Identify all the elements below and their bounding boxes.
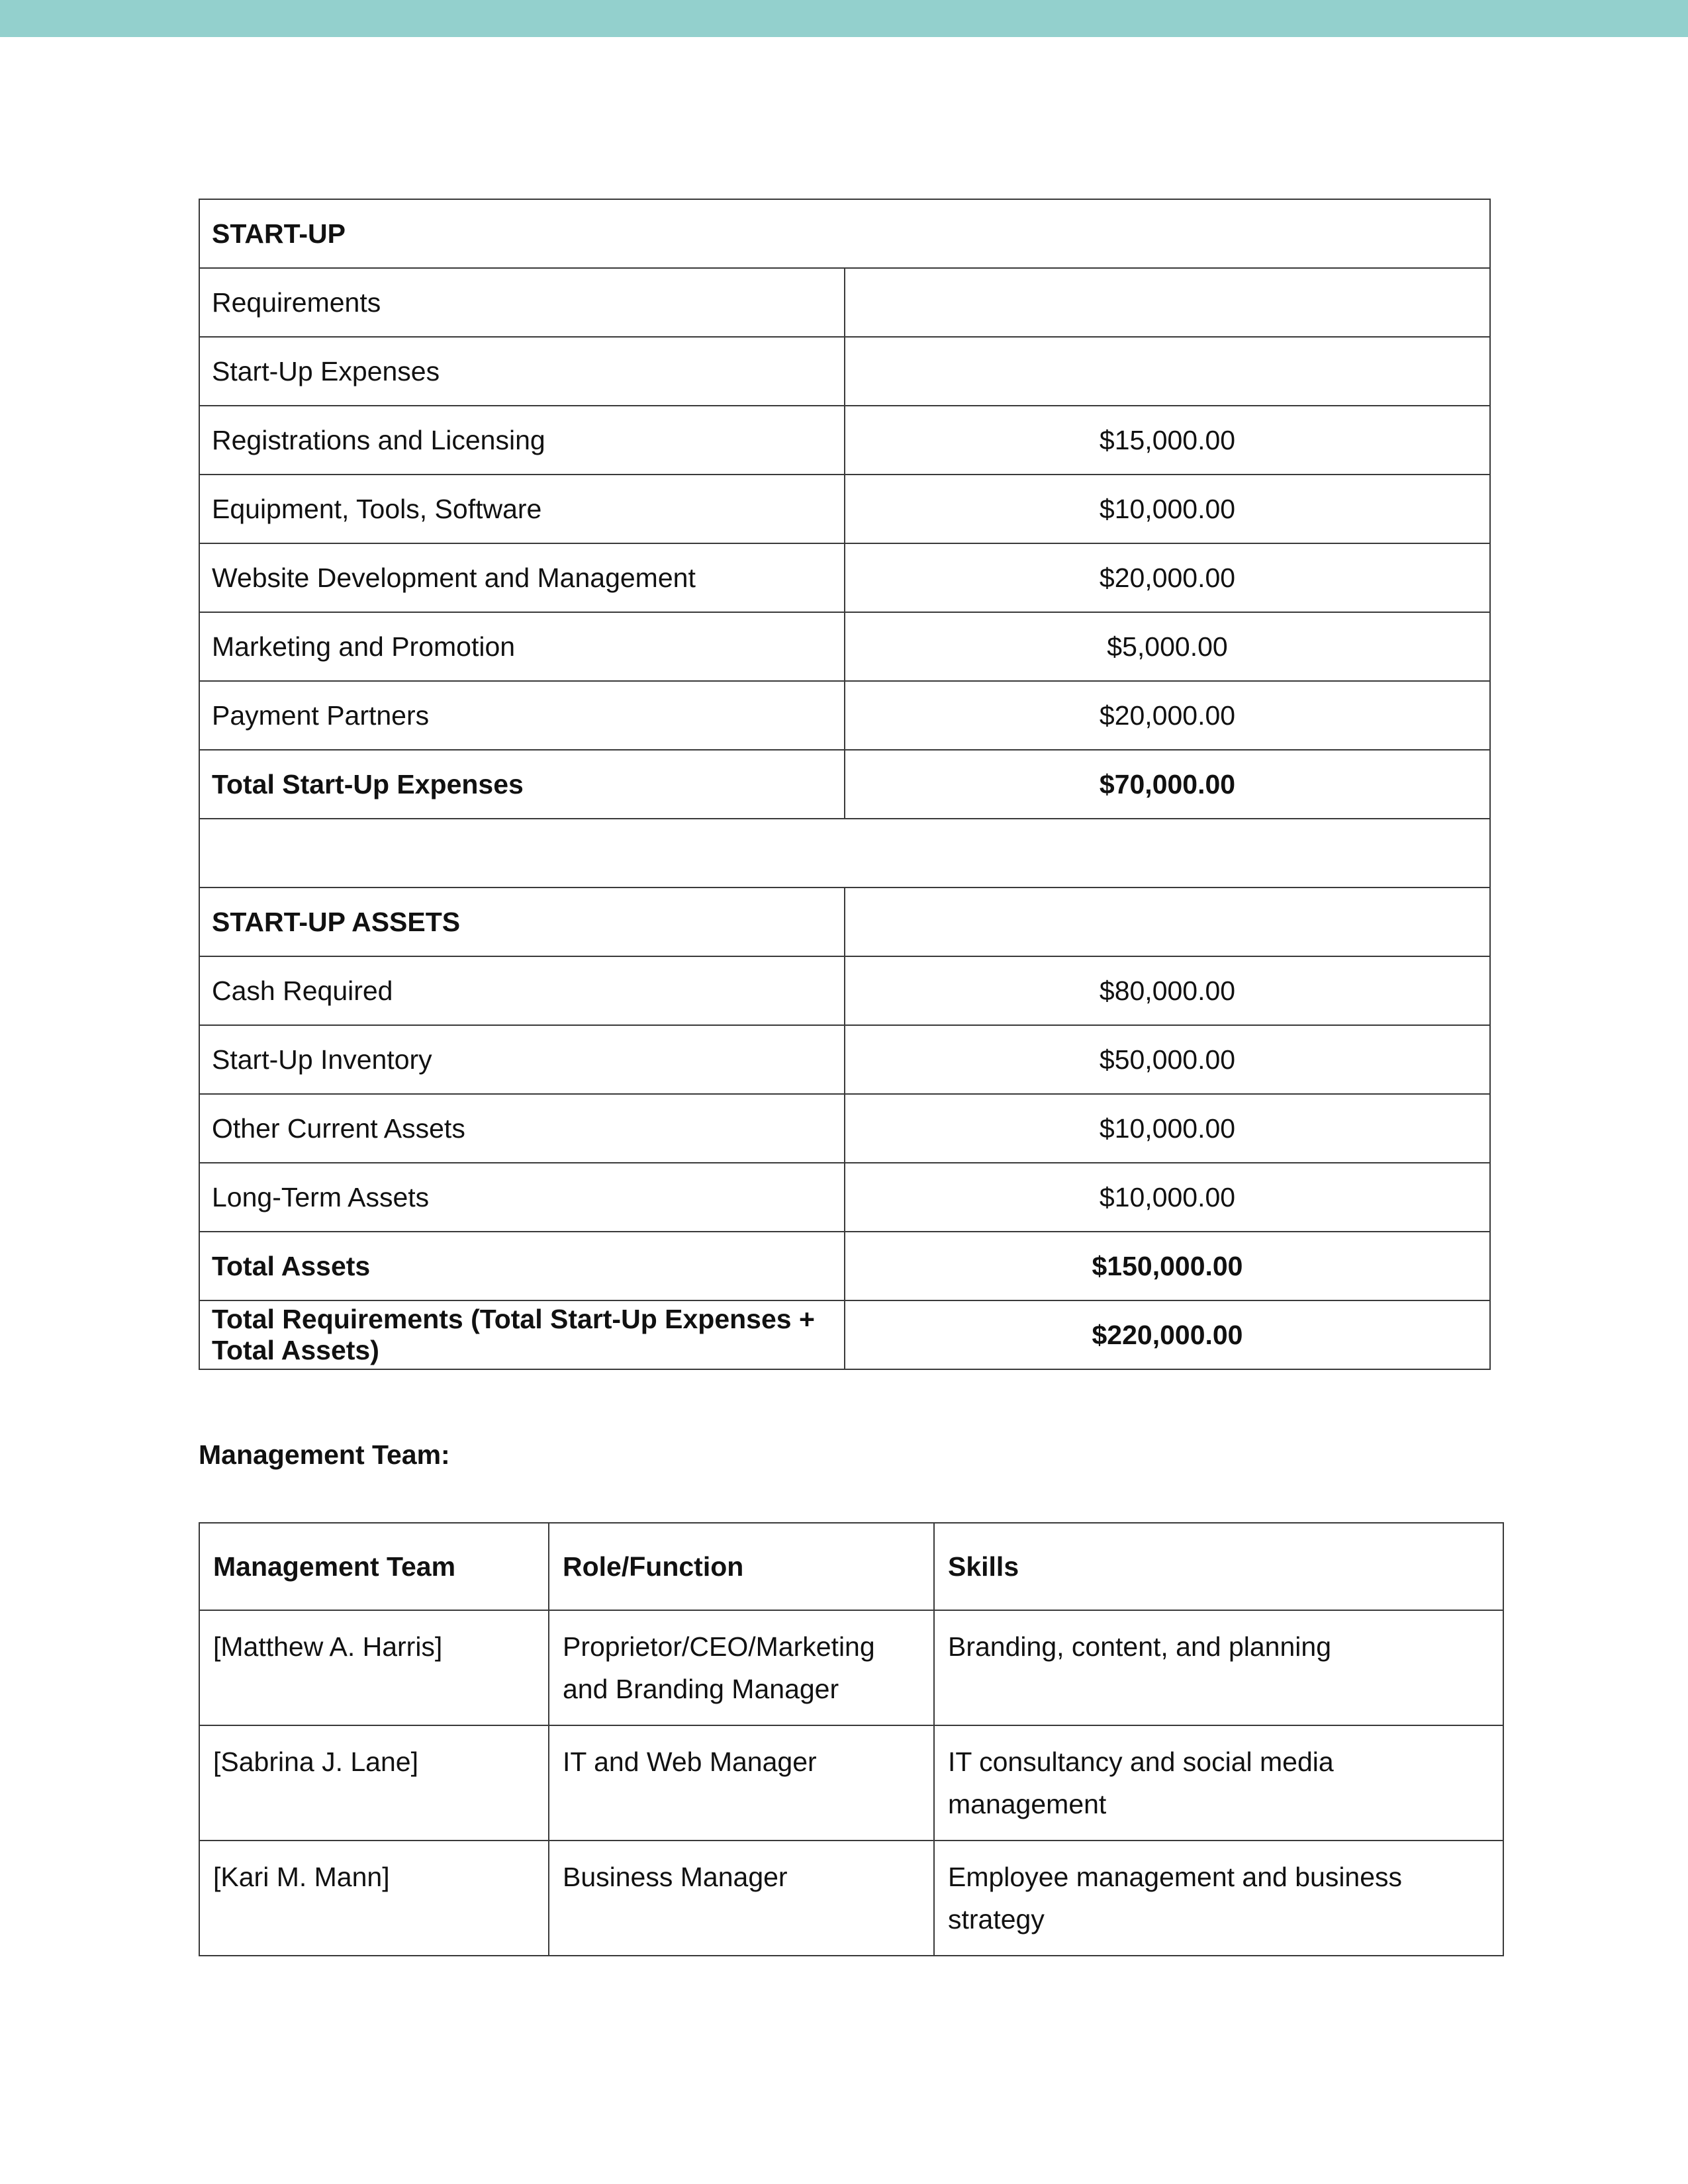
management-team-heading: Management Team: <box>199 1439 450 1470</box>
row-amount <box>845 887 1490 956</box>
row-label: START-UP <box>199 199 1490 268</box>
table-row <box>199 1725 1503 1841</box>
row-amount: $10,000.00 <box>845 475 1490 543</box>
row-label: Start-Up Inventory <box>199 1025 845 1094</box>
team-member-skills: Branding, content, and planning <box>934 1610 1503 1725</box>
row-label: Long-Term Assets <box>199 1163 845 1232</box>
table-row <box>199 199 1490 268</box>
table-row <box>199 475 1490 543</box>
row-amount: $10,000.00 <box>845 1163 1490 1232</box>
table-row <box>199 1300 1490 1369</box>
table-row <box>199 1232 1490 1300</box>
team-member-role: IT and Web Manager <box>549 1725 934 1841</box>
startup-costs-table <box>199 199 1491 1370</box>
row-amount: $10,000.00 <box>845 1094 1490 1163</box>
table-row <box>199 1025 1490 1094</box>
row-label: Marketing and Promotion <box>199 612 845 681</box>
row-label: Payment Partners <box>199 681 845 750</box>
row-amount: $20,000.00 <box>845 543 1490 612</box>
table-row <box>199 1841 1503 1956</box>
column-header-management-team: Management Team <box>199 1523 549 1610</box>
team-member-skills: Employee management and business strategy <box>934 1841 1503 1956</box>
row-label: Requirements <box>199 268 845 337</box>
team-member-name: [Sabrina J. Lane] <box>199 1725 549 1841</box>
row-label: Start-Up Expenses <box>199 337 845 406</box>
row-label: Total Start-Up Expenses <box>199 750 845 819</box>
row-label: Cash Required <box>199 956 845 1025</box>
table-row <box>199 887 1490 956</box>
row-amount <box>845 337 1490 406</box>
team-member-name: [Matthew A. Harris] <box>199 1610 549 1725</box>
row-amount: $50,000.00 <box>845 1025 1490 1094</box>
row-label: Registrations and Licensing <box>199 406 845 475</box>
row-label: Equipment, Tools, Software <box>199 475 845 543</box>
team-member-name: [Kari M. Mann] <box>199 1841 549 1956</box>
table-row <box>199 1163 1490 1232</box>
team-member-role: Business Manager <box>549 1841 934 1956</box>
row-amount: $220,000.00 <box>845 1300 1490 1369</box>
table-row <box>199 819 1490 887</box>
table-row <box>199 543 1490 612</box>
table-row <box>199 681 1490 750</box>
row-label: Other Current Assets <box>199 1094 845 1163</box>
table-header-row <box>199 1523 1503 1610</box>
row-amount: $80,000.00 <box>845 956 1490 1025</box>
column-header-skills: Skills <box>934 1523 1503 1610</box>
table-row <box>199 612 1490 681</box>
table-row <box>199 1610 1503 1725</box>
management-team-table <box>199 1522 1504 1956</box>
row-amount: $15,000.00 <box>845 406 1490 475</box>
row-label <box>199 819 1490 887</box>
row-label: START-UP ASSETS <box>199 887 845 956</box>
row-label: Total Requirements (Total Start-Up Expenses + Total Assets) <box>199 1300 845 1369</box>
row-amount: $150,000.00 <box>845 1232 1490 1300</box>
header-accent-bar <box>0 0 1688 37</box>
table-row <box>199 337 1490 406</box>
team-member-skills: IT consultancy and social media management <box>934 1725 1503 1841</box>
row-amount: $20,000.00 <box>845 681 1490 750</box>
row-amount: $70,000.00 <box>845 750 1490 819</box>
row-amount <box>845 268 1490 337</box>
row-label: Website Development and Management <box>199 543 845 612</box>
table-row <box>199 406 1490 475</box>
table-row <box>199 1094 1490 1163</box>
column-header-role-function: Role/Function <box>549 1523 934 1610</box>
row-amount: $5,000.00 <box>845 612 1490 681</box>
table-row <box>199 750 1490 819</box>
team-member-role: Proprietor/CEO/Marketing and Branding Manager <box>549 1610 934 1725</box>
row-label: Total Assets <box>199 1232 845 1300</box>
table-row <box>199 268 1490 337</box>
table-row <box>199 956 1490 1025</box>
